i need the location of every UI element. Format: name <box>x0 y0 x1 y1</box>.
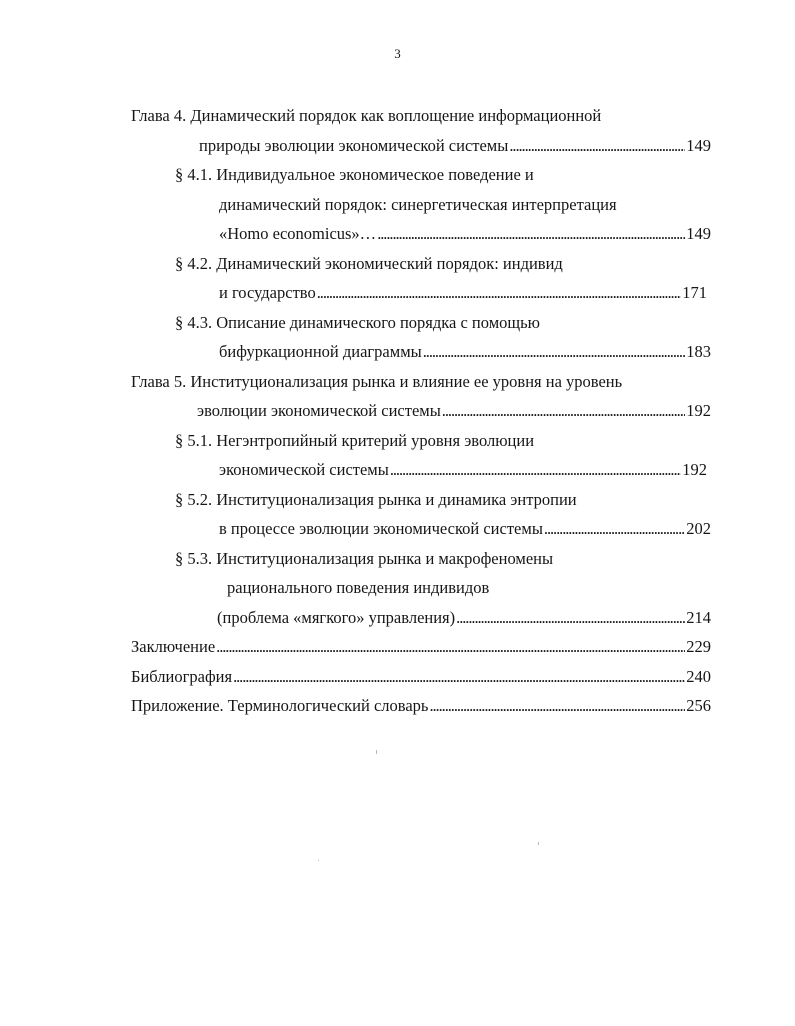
section-4-3-line-1 <box>131 308 711 338</box>
dot-leader <box>442 396 685 426</box>
section-5-3-page: 214 <box>686 607 711 627</box>
section-5-2-page: 202 <box>686 519 711 538</box>
section-4-2-text-2: и государство <box>219 283 316 302</box>
section-4-1-text-2: динамический порядок: синергетическая интерпретация <box>219 194 617 214</box>
dot-leader <box>429 691 685 721</box>
section-5-3-text-1: § 5.3. Институционализация рынка и макрофеномены <box>175 548 554 568</box>
section-5-1-line-1 <box>131 426 711 456</box>
section-5-1-text-1: § 5.1. Негэнтропийный критерий уровня эволюции <box>175 430 535 450</box>
section-4-3-text-2: бифуркационной диаграммы <box>219 342 422 361</box>
bibliography-entry[interactable] <box>131 662 711 692</box>
section-4-2-page: 171 <box>682 283 707 302</box>
chapter-4-title-text-2: природы эволюции экономической системы <box>199 135 509 155</box>
section-4-1-line-1 <box>131 160 711 190</box>
section-5-2-text-2: в процессе эволюции экономической системы <box>219 519 543 538</box>
chapter-5-entry[interactable] <box>131 396 711 426</box>
chapter-4-entry[interactable] <box>131 131 711 161</box>
dot-leader <box>317 278 682 308</box>
dot-leader <box>423 337 686 367</box>
dot-leader <box>456 603 685 633</box>
section-4-1-entry[interactable] <box>131 219 711 249</box>
section-5-2-text-1: § 5.2. Институционализация рынка и динамика энтропии <box>175 489 577 509</box>
chapter-4-title-line-1 <box>131 101 711 131</box>
section-4-3-entry[interactable] <box>131 337 711 367</box>
dot-leader <box>390 455 681 485</box>
chapter-4-page: 149 <box>686 135 711 155</box>
section-4-3-page: 183 <box>686 342 711 361</box>
conclusion-label: Заключение <box>131 637 216 656</box>
page-number: 3 <box>394 46 401 61</box>
conclusion-entry[interactable] <box>131 632 711 662</box>
chapter-5-page: 192 <box>686 401 711 420</box>
appendix-label: Приложение. Терминологический словарь <box>131 696 429 715</box>
section-4-2-text-1: § 4.2. Динамический экономический порядок: индивид <box>175 253 563 273</box>
bibliography-page: 240 <box>686 666 711 686</box>
dot-leader <box>216 632 685 662</box>
section-5-3-text-2: рационального поведения индивидов <box>227 578 490 597</box>
dot-leader <box>233 662 685 692</box>
appendix-page: 256 <box>686 696 711 715</box>
chapter-5-title-line-1 <box>131 367 711 397</box>
chapter-5-title-text-2: эволюции экономической системы <box>197 401 441 420</box>
section-5-3-text-3: (проблема «мягкого» управления) <box>217 607 456 627</box>
dot-leader <box>377 219 685 249</box>
bibliography-label: Библиография <box>131 666 233 686</box>
section-5-1-entry[interactable] <box>131 455 711 485</box>
section-4-2-entry[interactable] <box>131 278 711 308</box>
scan-speck <box>376 750 377 754</box>
section-5-3-entry[interactable] <box>131 603 711 633</box>
section-5-1-text-2: экономической системы <box>219 460 389 479</box>
section-4-1-text-3: «Homo economicus»… <box>219 224 377 243</box>
chapter-5-title-text-1: Глава 5. Институционализация рынка и влияние ее уровня на уровень <box>131 371 623 391</box>
section-5-1-page: 192 <box>682 460 707 479</box>
conclusion-page: 229 <box>686 637 711 656</box>
section-4-1-line-2 <box>131 190 711 220</box>
section-5-3-line-2 <box>131 573 711 603</box>
dot-leader <box>509 131 685 161</box>
section-5-2-line-1 <box>131 485 711 515</box>
appendix-entry[interactable] <box>131 691 711 721</box>
dot-leader <box>544 514 685 544</box>
scan-speck <box>538 842 539 845</box>
table-of-contents <box>131 101 711 721</box>
section-4-3-text-1: § 4.3. Описание динамического порядка с помощью <box>175 312 540 332</box>
section-4-1-page: 149 <box>686 224 711 243</box>
chapter-4-title-text-1: Глава 4. Динамический порядок как воплощение информационной <box>131 106 602 125</box>
scan-speck <box>318 860 319 861</box>
section-4-1-text-1: § 4.1. Индивидуальное экономическое поведение и <box>175 165 534 184</box>
section-5-3-line-1 <box>131 544 711 574</box>
section-5-2-entry[interactable] <box>131 514 711 544</box>
section-4-2-line-1 <box>131 249 711 279</box>
